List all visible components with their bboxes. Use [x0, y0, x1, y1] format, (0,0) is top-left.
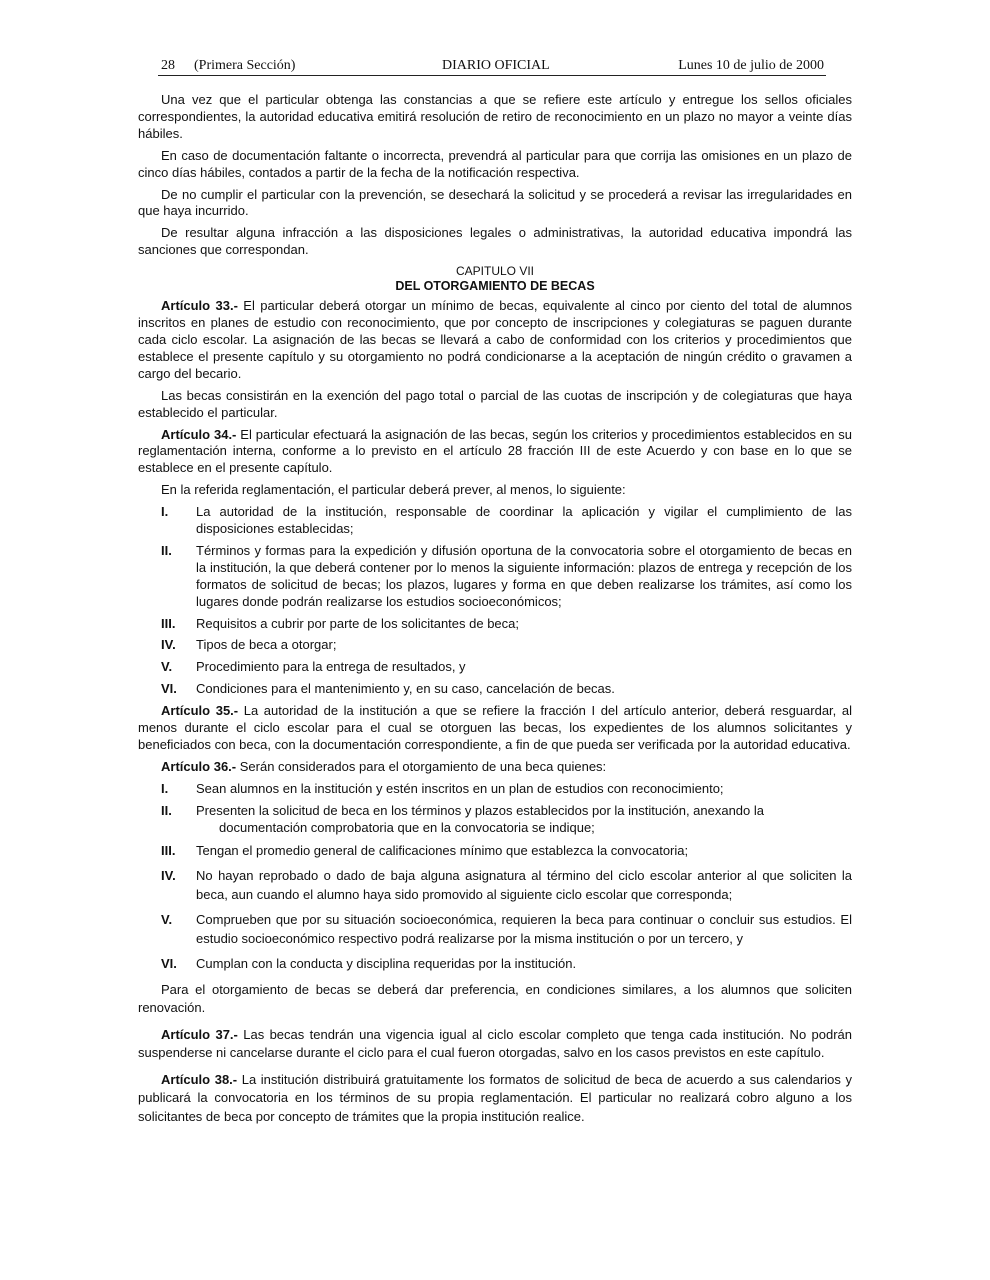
list-item	[138, 681, 852, 698]
roman-numeral: VI.	[161, 956, 177, 972]
paragraph: Las becas consistirán en la exención del pago total o parcial de las cuotas de inscripción y de colegiaturas que haya establecido el particular.	[138, 387, 852, 420]
list-item-text: Tengan el promedio general de calificaciones mínimo que establezca la convocatoria;	[196, 842, 689, 858]
page-header	[138, 56, 852, 76]
article-38	[138, 1071, 852, 1127]
paragraph: De no cumplir el particular con la prevención, se desechará la solicitud y se procederá a revisar las irregularidades en que haya incurrido.	[138, 186, 852, 219]
roman-numeral: II.	[161, 802, 172, 818]
publication-title: DIARIO OFICIAL	[442, 58, 550, 73]
list-item	[138, 842, 852, 861]
list-item	[138, 659, 852, 676]
article-text: Serán considerados para el otorgamiento de una beca quienes:	[236, 758, 607, 774]
roman-numeral: II.	[161, 542, 172, 558]
list-item-text: Comprueben que por su situación socioeconómica, requieren la beca para continuar o concluir sus estudios. El estudio socioeconómico respectivo podrá realizarse por la misma institución o por un tercero, y	[196, 912, 852, 946]
list-item-text: Términos y formas para la expedición y difusión oportuna de la convocatoria sobre el otorgamiento de becas en la institución, la que deberá contener por lo menos la siguiente información: plazos de entrega y recepción de los formatos de solicitud de becas; los plazos, lugares y forma en que deben realizarse los trámites, así como los lugares donde podrán realizarse los estudios socioeconómicos;	[196, 542, 852, 609]
article-36	[138, 759, 852, 776]
roman-numeral: I.	[161, 504, 169, 520]
paragraph: Para el otorgamiento de becas se deberá dar preferencia, en condiciones similares, a los alumnos que soliciten renovación.	[138, 981, 852, 1016]
roman-numeral: III.	[161, 842, 176, 858]
paragraph: De resultar alguna infracción a las disposiciones legales o administrativas, la autoridad educativa impondrá las sanciones que correspondan.	[138, 225, 852, 258]
paragraph: En la referida reglamentación, el particular deberá prever, al menos, lo siguiente:	[161, 482, 626, 498]
list-item-text: Sean alumnos en la institución y estén inscritos en un plan de estudios con reconocimiento;	[196, 780, 724, 796]
document-body	[138, 92, 852, 1126]
publication-date: Lunes 10 de julio de 2000	[678, 58, 824, 73]
article-37	[138, 1026, 852, 1063]
chapter-title: DEL OTORGAMIENTO DE BECAS	[395, 279, 595, 294]
paragraph: En caso de documentación faltante o incorrecta, prevendrá al particular para que corrija las omisiones en un plazo de cinco días hábiles, contados a partir de la fecha de la notificación respectiva.	[138, 147, 852, 180]
list-item	[138, 781, 852, 798]
article-35	[138, 703, 852, 754]
article-label: Artículo 36.-	[161, 758, 237, 774]
paragraph: Una vez que el particular obtenga las constancias a que se refiere este artículo y entregue los sellos oficiales correspondientes, la autoridad educativa emitirá resolución de retiro de reconocimiento en un plazo no mayor a veinte días hábiles.	[138, 92, 852, 141]
page-number: 28	[161, 58, 175, 73]
article-label: Artículo 37.-	[161, 1026, 238, 1042]
list-item-text: No hayan reprobado o dado de baja alguna asignatura al término del ciclo escolar anterior al que soliciten la beca, aun cuando el alumno haya sido promovido al siguiente ciclo escolar que corresponda;	[196, 868, 852, 902]
list-item	[138, 616, 852, 633]
list-item-text: La autoridad de la institución, responsable de coordinar la aplicación y vigilar el cumplimiento de las disposiciones establecidas;	[196, 504, 852, 537]
article-text: Las becas tendrán una vigencia igual al ciclo escolar completo que tenga cada institución. No podrán suspenderse ni cancelarse durante el ciclo para el cual fueron otorgadas, salvo en los casos previstos en este capítulo.	[138, 1026, 853, 1061]
list-item	[138, 803, 852, 837]
list-item-text: Procedimiento para la entrega de resultados, y	[196, 659, 466, 675]
list-item-text: Tipos de beca a otorgar;	[196, 637, 337, 653]
roman-numeral: IV.	[161, 637, 176, 653]
chapter-label: CAPITULO VII	[455, 264, 535, 279]
list-item	[138, 955, 852, 974]
article-text: La autoridad de la institución a que se refiere la fracción I del artículo anterior, deberá resguardar, al menos durante el ciclo escolar para el cual se otorguen las becas, los expedientes de los alumnos solicitantes y beneficiados con beca, con la documentación correspondiente, a fin de que pueda ser verificada por la autoridad educativa.	[138, 703, 852, 752]
article-label: Artículo 34.-	[161, 426, 237, 442]
article-text: El particular deberá otorgar un mínimo de becas, equivalente al cinco por ciento del total de alumnos inscritos en planes de estudio con reconocimiento, que por concepto de inscripciones y colegiaturas se paguen durante cada ciclo escolar. La asignación de las becas se llevará a cabo de conformidad con los criterios y procedimientos que establece el presente capítulo y su otorgamiento no podrá condicionarse a la aceptación de ningún crédito o gravamen a cargo del becario.	[138, 298, 852, 381]
header-rule	[158, 75, 826, 76]
roman-numeral: VI.	[161, 681, 177, 697]
list-item	[138, 504, 852, 538]
document-page	[138, 56, 852, 1134]
article-text: El particular efectuará la asignación de las becas, según los criterios y procedimientos establecidos en su reglamentación interna, conforme a lo previsto en el artículo 28 fracción III de este Acuerdo y con base en lo que se establece en el presente capítulo.	[138, 426, 853, 476]
section-label: (Primera Sección)	[194, 58, 296, 73]
roman-numeral: III.	[161, 615, 176, 631]
list-item-text: Condiciones para el mantenimiento y, en su caso, cancelación de becas.	[196, 681, 615, 697]
list-item-text: Cumplan con la conducta y disciplina requeridas por la institución.	[196, 956, 577, 972]
article-label: Artículo 33.-	[161, 298, 238, 314]
roman-numeral: I.	[161, 780, 169, 796]
list-item-continuation: documentación comprobatoria que en la convocatoria se indique;	[219, 819, 595, 835]
list-item-text: Presenten la solicitud de beca en los términos y plazos establecidos por la institución, anexando la	[196, 802, 765, 818]
list-item	[138, 911, 852, 948]
roman-numeral: V.	[161, 659, 173, 675]
article-label: Artículo 35.-	[161, 703, 239, 719]
roman-numeral: V.	[161, 912, 173, 928]
article-33	[138, 298, 852, 383]
roman-numeral: IV.	[161, 868, 176, 884]
chapter-heading	[138, 264, 852, 294]
list-item-text: Requisitos a cubrir por parte de los solicitantes de beca;	[196, 615, 520, 631]
list-item	[138, 543, 852, 611]
list-item	[138, 867, 852, 904]
article-text: La institución distribuirá gratuitamente los formatos de solicitud de beca de acuerdo a sus calendarios y publicará la convocatoria en los términos de su propia reglamentación. El particular no realizará cobro alguno a los solicitantes de beca por concepto de trámites que la propia institución realice.	[138, 1071, 853, 1124]
article-34	[138, 427, 852, 478]
article-label: Artículo 38.-	[161, 1071, 238, 1087]
list-item	[138, 637, 852, 654]
